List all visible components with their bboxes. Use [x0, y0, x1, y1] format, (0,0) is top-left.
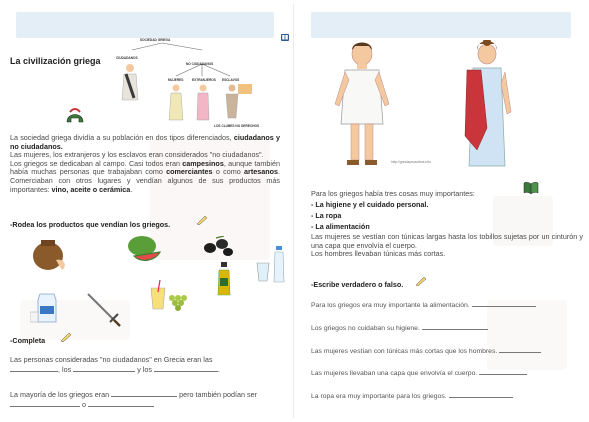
- page-title: La civilización griega: [10, 56, 101, 66]
- diagram-slaves-label: ESCLAVOS: [222, 78, 240, 82]
- diagram-citizens-label: CIUDADANOS: [116, 56, 138, 60]
- answer-blank[interactable]: [10, 400, 80, 407]
- p3-bold-comerciantes: comerciantes: [166, 167, 213, 177]
- diagram-heading: SOCIEDAD GRIEGA: [140, 38, 171, 42]
- products-heading: -Rodea los productos que vendían los griegos.: [10, 220, 171, 229]
- answer-blank[interactable]: [422, 323, 488, 330]
- fill1-text: Las personas consideradas "no ciudadanos" en Grecia eran las: [10, 355, 213, 364]
- tf-statement-text: Las mujeres vestían con túnicas más cortas que los hombres.: [311, 348, 498, 355]
- grapes-icon[interactable]: [166, 292, 190, 312]
- background-decoration: [487, 300, 567, 370]
- answer-blank[interactable]: [88, 400, 154, 407]
- answer-blank[interactable]: [479, 368, 527, 375]
- diagram-connectors: [110, 38, 260, 130]
- p2-text: Las mujeres, los extranjeros y los esclavos eran considerados "no ciudadanos".: [10, 150, 264, 160]
- true-false-heading: -Escribe verdadero o falso.: [311, 280, 404, 289]
- tf-statement-text: Las mujeres llevaban una capa que envolvía el cuerpo.: [311, 370, 478, 377]
- three-things-intro: Para los griegos había tres cosas muy importantes:: [311, 189, 475, 198]
- list-item-clothing: - La ropa: [311, 211, 342, 220]
- pencil-icon: [60, 332, 72, 342]
- p3-text-3: o como: [212, 167, 245, 177]
- sword-icon[interactable]: [84, 290, 122, 328]
- fill1-text-b: , los: [58, 364, 72, 374]
- p3-bold-campesinos: campesinos: [182, 158, 224, 168]
- watermelon-icon[interactable]: [124, 234, 164, 262]
- milk-carton-icon[interactable]: [30, 290, 64, 324]
- left-header-banner: [16, 12, 274, 38]
- oil-bottle-icon[interactable]: [216, 262, 232, 296]
- diagram-non-citizens-label: NO CIUDADANOS: [186, 62, 214, 66]
- answer-blank[interactable]: [472, 300, 536, 307]
- olives-icon[interactable]: [202, 236, 236, 258]
- left-worksheet-page: [0, 0, 292, 422]
- dress-figure: [457, 40, 517, 170]
- tf-statement-text: Los griegos no cuidaban su higiene.: [311, 325, 420, 332]
- book-icon: [523, 181, 539, 195]
- fill1-text-d: .: [217, 364, 220, 374]
- fill1-text-c: y los: [137, 364, 152, 374]
- clothing-paragraph: [311, 233, 583, 259]
- p3-text-5: .: [130, 184, 133, 194]
- tf-statement-3: [311, 346, 541, 355]
- p1-text: La sociedad griega dividía a su población en dos tipos diferenciados,: [10, 133, 234, 142]
- tunic-figure: [327, 40, 397, 170]
- juice-icon[interactable]: [148, 280, 168, 310]
- p1-bold: ciudadanos y no ciudadanos.: [10, 133, 280, 151]
- clothing-text-men: Los hombres llevaban túnicas más cortas.: [311, 249, 446, 259]
- right-worksheet-page: [297, 0, 589, 422]
- fill2-text-b: pero también podían ser: [179, 390, 258, 399]
- diagram-foreigners-label: EXTRANJEROS: [192, 78, 216, 82]
- answer-blank[interactable]: [449, 391, 513, 398]
- tf-statement-4: [311, 368, 527, 377]
- answer-blank[interactable]: [111, 390, 177, 397]
- tf-statement-1: [311, 300, 536, 309]
- fill2-text: La mayoría de los griegos eran: [10, 390, 110, 399]
- tf-statement-text: Para los griegos era muy importante la alimentación.: [311, 302, 470, 309]
- p3-text-2: , aunque también había muchas personas que trabajaban como: [10, 158, 280, 177]
- answer-blank[interactable]: [499, 346, 541, 353]
- clothing-text-women: Las mujeres se vestían con túnicas largas hasta los tobillos sujetas por un cinturón y una capa que envolvía el cuerpo.: [311, 232, 583, 250]
- p3-bold-products: vino, aceite o cerámica: [51, 184, 131, 194]
- water-glass-icon[interactable]: [256, 262, 270, 282]
- answer-blank[interactable]: [73, 365, 135, 372]
- fill2-text-c: o: [82, 399, 86, 409]
- tf-statement-2: [311, 323, 488, 332]
- image-caption: http://greciaynosotros.info: [391, 160, 432, 164]
- p3-text-4: . Comerciaban con otros lugares y vendían algunos de sus productos más importantes:: [10, 167, 280, 194]
- page-divider: [293, 4, 294, 418]
- list-item-food: - La alimentación: [311, 222, 370, 231]
- fill-sentence-1: [10, 356, 280, 374]
- helmet-icon: [64, 108, 86, 126]
- fill-sentence-2: [10, 390, 286, 409]
- answer-blank[interactable]: [10, 365, 58, 372]
- society-diagram: [110, 38, 260, 130]
- p3-text: Los griegos se dedicaban al campo. Casi todos eran: [10, 158, 183, 168]
- water-bottle-icon[interactable]: [272, 246, 286, 284]
- pencil-icon: [196, 215, 208, 225]
- p3-bold-artesanos: artesanos: [244, 167, 278, 177]
- complete-heading: -Completa: [10, 336, 46, 345]
- answer-blank[interactable]: [154, 365, 218, 372]
- amphora-icon[interactable]: [28, 236, 72, 276]
- intro-paragraph: [10, 134, 280, 194]
- book-icon: [280, 32, 290, 42]
- right-header-banner: [311, 12, 571, 38]
- tf-statement-5: [311, 391, 513, 400]
- diagram-women-label: MUJERES: [168, 78, 184, 82]
- pencil-icon: [415, 276, 427, 286]
- diagram-note: LOS CLUBES NO DERECHOS: [214, 124, 260, 128]
- tf-statement-text: La ropa era muy importante para los griegos.: [311, 393, 447, 400]
- list-item-hygiene: - La higiene y el cuidado personal.: [311, 200, 429, 209]
